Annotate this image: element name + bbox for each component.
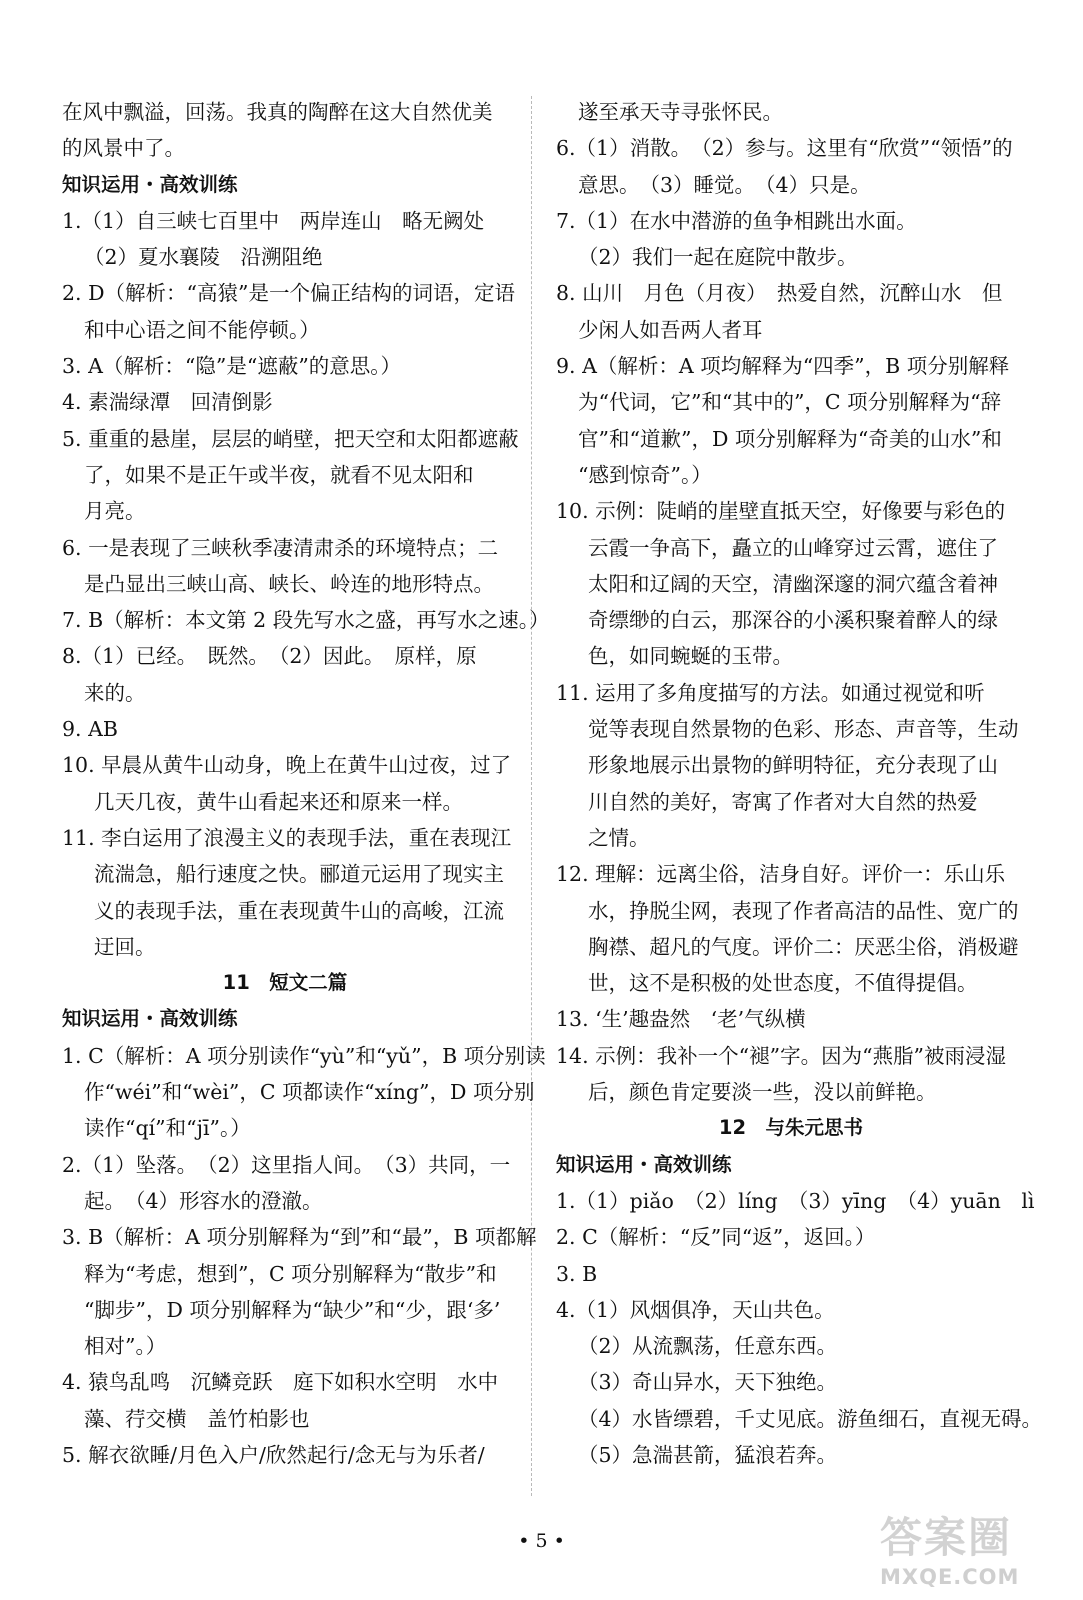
text-line: 1.（1）piǎo （2）líng （3）yīng （4）yuān lì: [556, 1188, 1035, 1213]
lesson-title: 11 短文二篇: [222, 971, 348, 995]
text-line: 奇缥缈的白云，那深谷的小溪积聚着醉人的绿: [588, 608, 998, 633]
section-heading: 知识运用・高效训练: [556, 1152, 732, 1176]
text-line: 月亮。: [84, 499, 146, 524]
text-line: 8. 山川 月色（月夜） 热爱自然，沉醉山水 但: [556, 281, 1003, 306]
text-line: 3. B: [556, 1261, 598, 1286]
text-line: 觉等表现自然景物的色彩、形态、声音等，生动: [588, 717, 1019, 742]
text-line: 读作“qí”和“jī”。）: [84, 1116, 251, 1141]
text-line: 5. 解衣欲睡/月色入户/欣然起行/念无与为乐者/: [62, 1442, 485, 1467]
text-line: 作“wéi”和“wèi”，C 项都读作“xíng”，D 项分别: [84, 1080, 535, 1105]
text-line: 释为“考虑，想到”，C 项分别解释为“散步”和: [84, 1261, 497, 1286]
text-line: “脚步”，D 项分别解释为“缺少”和“少，跟‘多’: [84, 1297, 501, 1322]
text-line: 2. C（解析：“反”同“返”，返回。）: [556, 1225, 876, 1250]
text-line: 的风景中了。: [62, 136, 185, 161]
text-line: 5. 重重的悬崖，层层的峭壁，把天空和太阳都遮蔽: [62, 426, 519, 451]
text-line: （4）水皆缥碧，千丈见底。游鱼细石，直视无碍。: [578, 1406, 1043, 1431]
text-line: 少闲人如吾两人者耳: [578, 317, 763, 342]
right-column: [556, 94, 1043, 1473]
text-line: 迂回。: [94, 934, 156, 959]
text-line: 在风中飘溢，回荡。我真的陶醉在这大自然优美: [62, 100, 493, 124]
text-line: 11. 运用了多角度描写的方法。如通过视觉和听: [556, 680, 985, 705]
watermark-logo: [880, 1505, 1076, 1595]
text-line: 14. 示例：我补一个“褪”字。因为“燕脂”被雨浸湿: [556, 1043, 1007, 1068]
watermark-mark: 答案圈: [880, 1513, 1013, 1562]
text-line: 10. 示例：陡峭的崖壁直抵天空，好像要与彩色的: [556, 499, 1006, 524]
text-line: 3. A（解析：“隐”是“遮蔽”的意思。）: [62, 354, 402, 379]
text-line: 10. 早晨从黄牛山动身，晚上在黄牛山过夜，过了: [62, 753, 512, 778]
text-line: 13. ‘生’趣盎然 ‘老’气纵横: [556, 1007, 806, 1032]
text-line: 1. C（解析：A 项分别读作“yù”和“yǔ”，B 项分别读: [62, 1043, 546, 1068]
text-line: （3）奇山异水，天下独绝。: [578, 1370, 838, 1395]
text-line: 几天几夜，黄牛山看起来还和原来一样。: [94, 789, 463, 814]
section-heading: 知识运用・高效训练: [62, 172, 238, 196]
text-line: 和中心语之间不能停顿。）: [84, 317, 320, 342]
text-line: “感到惊奇”。）: [578, 462, 712, 487]
text-line: 7.（1）在水中潜游的鱼争相跳出水面。: [556, 208, 917, 233]
text-line: 为“代词，它”和“其中的”，C 项分别解释为“辞: [578, 390, 1002, 415]
text-line: 形象地展示出景物的鲜明特征，充分表现了山: [588, 753, 998, 778]
left-column: [62, 94, 550, 1473]
section-heading: 知识运用・高效训练: [62, 1007, 238, 1031]
text-line: 6. 一是表现了三峡秋季凄清肃杀的环境特点；二: [62, 535, 499, 560]
text-line: 相对”。）: [84, 1334, 167, 1359]
text-line: 流湍急，船行速度之快。郦道元运用了现实主: [94, 862, 504, 887]
text-line: 4.（1）风烟俱净，天山共色。: [556, 1297, 835, 1322]
text-line: 了，如果不是正午或半夜，就看不见太阳和: [84, 462, 474, 487]
text-line: 藻、荇交横 盖竹柏影也: [84, 1406, 310, 1431]
text-line: 2.（1）坠落。 （2）这里指人间。 （3）共同，一: [62, 1152, 511, 1177]
text-line: 是凸显出三峡山高、峡长、岭连的地形特点。: [84, 571, 494, 596]
lesson-title: 12 与朱元思书: [718, 1116, 864, 1140]
text-line: 11. 李白运用了浪漫主义的表现手法，重在表现江: [62, 825, 512, 850]
text-line: 川自然的美好，寄寓了作者对大自然的热爱: [588, 789, 978, 814]
page-number: • 5 •: [518, 1530, 565, 1552]
text-line: 世，这不是积极的处世态度，不值得提倡。: [588, 971, 978, 996]
text-line: 4. 素湍绿潭 回清倒影: [62, 390, 273, 415]
text-line: 8.（1）已经。 既然。 （2）因此。 原样，原: [62, 644, 477, 669]
text-line: 意思。 （3）睡觉。 （4）只是。: [578, 172, 871, 197]
text-line: 水，挣脱尘网，表现了作者高洁的品性、宽广的: [588, 898, 1019, 923]
text-line: 7. B（解析：本文第 2 段先写水之盛，再写水之速。）: [62, 608, 550, 633]
text-line: 3. B（解析：A 项分别解释为“到”和“最”，B 项都解: [62, 1225, 537, 1250]
text-line: 来的。: [84, 680, 146, 705]
text-line: （2）从流飘荡，任意东西。: [578, 1334, 838, 1359]
text-line: 起。 （4）形容水的澄澈。: [84, 1188, 323, 1213]
text-line: 后，颜色肯定要淡一些，没以前鲜艳。: [588, 1080, 937, 1105]
column-divider: [531, 96, 532, 1496]
text-line: 色，如同蜿蜒的玉带。: [588, 644, 793, 669]
text-line: 义的表现手法，重在表现黄牛山的高峻，江流: [94, 898, 504, 923]
text-line: 9. AB: [62, 717, 118, 742]
watermark-url: MXQE.COM: [880, 1565, 1020, 1589]
text-line: 遂至承天寺寻张怀民。: [578, 100, 783, 124]
text-line: 太阳和辽阔的天空，清幽深邃的洞穴蕴含着神: [588, 571, 998, 596]
text-line: 4. 猿鸟乱鸣 沉鳞竞跃 庭下如积水空明 水中: [62, 1370, 499, 1395]
text-line: 云霞一争高下，矗立的山峰穿过云霄，遮住了: [588, 535, 998, 560]
text-line: 胸襟、超凡的气度。评价二：厌恶尘俗，消极避: [588, 934, 1019, 959]
text-line: （2）夏水襄陵 沿溯阻绝: [84, 245, 323, 270]
text-line: 官”和“道歉”，D 项分别解释为“奇美的山水”和: [578, 426, 1002, 451]
text-line: （5）急湍甚箭，猛浪若奔。: [578, 1442, 838, 1467]
text-line: 9. A（解析：A 项均解释为“四季”，B 项分别解释: [556, 354, 1010, 379]
text-line: （2）我们一起在庭院中散步。: [578, 245, 858, 270]
text-line: 之情。: [588, 825, 650, 850]
text-line: 1.（1）自三峡七百里中 两岸连山 略无阙处: [62, 208, 485, 233]
text-line: 2. D（解析：“高猿”是一个偏正结构的词语，定语: [62, 281, 515, 306]
text-line: 6.（1）消散。 （2）参与。这里有“欣赏”“领悟”的: [556, 136, 1013, 161]
text-line: 12. 理解：远离尘俗，洁身自好。评价一：乐山乐: [556, 862, 1006, 887]
